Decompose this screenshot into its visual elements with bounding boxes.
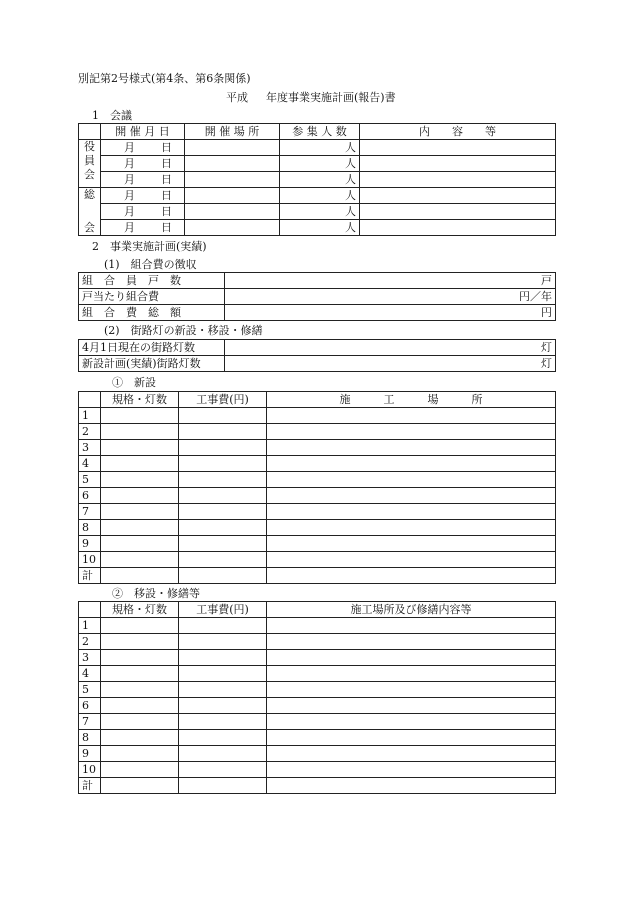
relocate-spec-cell[interactable] — [101, 650, 179, 666]
new-install-spec-cell[interactable] — [101, 408, 179, 424]
new-install-row-number: 7 — [79, 504, 101, 520]
relocate-cost-cell[interactable] — [179, 650, 267, 666]
relocate-repair-heading: ② 移設・修繕等 — [112, 587, 200, 600]
new-install-cost-cell[interactable] — [179, 472, 267, 488]
meeting-corner-cell — [79, 124, 101, 140]
new-install-spec-cell[interactable] — [101, 488, 179, 504]
relocate-row — [79, 698, 556, 714]
relocate-spec-cell[interactable] — [101, 698, 179, 714]
relocate-cost-header: 工事費(円) — [179, 602, 267, 618]
relocate-row-number: 3 — [79, 650, 101, 666]
relocate-location-cell[interactable] — [267, 762, 556, 778]
streetlight-heading: (2) 街路灯の新設・移設・修繕 — [104, 324, 263, 337]
new-install-row — [79, 408, 556, 424]
relocate-repair-table — [78, 601, 556, 794]
relocate-spec-cell[interactable] — [101, 618, 179, 634]
relocate-location-cell[interactable] — [267, 714, 556, 730]
meeting-attendance-cell[interactable]: 人 — [280, 172, 360, 188]
board-meeting-label: 役 員 会 — [79, 140, 101, 188]
relocate-location-cell[interactable] — [267, 634, 556, 650]
planned-streetlights-value[interactable]: 灯 — [225, 356, 556, 372]
new-install-spec-cell[interactable] — [101, 552, 179, 568]
relocate-row-number: 計 — [79, 778, 101, 794]
meeting-content-cell[interactable] — [360, 156, 556, 172]
new-install-spec-cell[interactable] — [101, 440, 179, 456]
form-reference: 別記第2号様式(第4条、第6条関係) — [78, 72, 251, 85]
relocate-cost-cell[interactable] — [179, 618, 267, 634]
new-install-location-cell[interactable] — [267, 552, 556, 568]
relocate-row-number: 2 — [79, 634, 101, 650]
new-install-row-number: 2 — [79, 424, 101, 440]
relocate-row-number: 9 — [79, 746, 101, 762]
meeting-content-cell[interactable] — [360, 140, 556, 156]
relocate-spec-cell[interactable] — [101, 762, 179, 778]
relocate-row-number: 5 — [79, 682, 101, 698]
fee-per-household-value[interactable]: 円／年 — [225, 289, 556, 305]
meeting-place-cell[interactable] — [185, 156, 280, 172]
new-install-cost-cell[interactable] — [179, 408, 267, 424]
new-install-spec-cell[interactable] — [101, 504, 179, 520]
new-install-location-cell[interactable] — [267, 408, 556, 424]
relocate-spec-cell[interactable] — [101, 714, 179, 730]
meeting-attendance-cell[interactable]: 人 — [280, 156, 360, 172]
meeting-date-cell[interactable]: 月 日 — [101, 204, 185, 220]
new-install-cost-cell[interactable] — [179, 456, 267, 472]
meeting-date-cell[interactable]: 月 日 — [101, 156, 185, 172]
total-fee-label: 組 合 費 総 額 — [79, 305, 225, 321]
new-install-row — [79, 552, 556, 568]
relocate-row — [79, 666, 556, 682]
relocate-cost-cell[interactable] — [179, 634, 267, 650]
new-install-row — [79, 520, 556, 536]
new-install-spec-cell[interactable] — [101, 424, 179, 440]
new-install-cost-cell[interactable] — [179, 424, 267, 440]
member-households-value[interactable]: 戸 — [225, 273, 556, 289]
relocate-row-number: 6 — [79, 698, 101, 714]
new-install-row — [79, 440, 556, 456]
new-install-row-number: 1 — [79, 408, 101, 424]
new-install-row-number: 4 — [79, 456, 101, 472]
meeting-content-cell[interactable] — [360, 204, 556, 220]
new-install-location-cell[interactable] — [267, 440, 556, 456]
new-install-spec-cell[interactable] — [101, 472, 179, 488]
new-install-cost-cell[interactable] — [179, 568, 267, 584]
relocate-location-cell[interactable] — [267, 730, 556, 746]
streetlight-count-table — [78, 339, 556, 372]
relocate-row-number: 8 — [79, 730, 101, 746]
new-install-heading: ① 新設 — [112, 376, 156, 389]
new-install-cost-cell[interactable] — [179, 504, 267, 520]
new-install-spec-cell[interactable] — [101, 520, 179, 536]
relocate-row — [79, 746, 556, 762]
new-install-row-number: 5 — [79, 472, 101, 488]
new-install-row — [79, 568, 556, 584]
relocate-location-cell[interactable] — [267, 650, 556, 666]
relocate-location-cell[interactable] — [267, 682, 556, 698]
meeting-attendance-cell[interactable]: 人 — [280, 220, 360, 236]
relocate-location-header: 施工場所及び修繕内容等 — [267, 602, 556, 618]
relocate-spec-cell[interactable] — [101, 778, 179, 794]
relocate-cost-cell[interactable] — [179, 746, 267, 762]
new-install-location-cell[interactable] — [267, 520, 556, 536]
new-install-cost-cell[interactable] — [179, 520, 267, 536]
meeting-date-cell[interactable]: 月 日 — [101, 220, 185, 236]
new-install-location-cell[interactable] — [267, 424, 556, 440]
current-streetlights-value[interactable]: 灯 — [225, 340, 556, 356]
new-install-cost-cell[interactable] — [179, 440, 267, 456]
new-cost-header: 工事費(円) — [179, 392, 267, 408]
col-place-header: 開 催 場 所 — [185, 124, 280, 140]
new-install-location-cell[interactable] — [267, 488, 556, 504]
current-streetlights-label: 4月1日現在の街路灯数 — [79, 340, 225, 356]
document-title: 年度事業実施計画(報告)書 — [266, 91, 396, 104]
meeting-attendance-cell[interactable]: 人 — [280, 188, 360, 204]
relocate-spec-cell[interactable] — [101, 746, 179, 762]
meeting-content-cell[interactable] — [360, 188, 556, 204]
new-install-location-cell[interactable] — [267, 504, 556, 520]
relocate-location-cell[interactable] — [267, 778, 556, 794]
relocate-row-number: 7 — [79, 714, 101, 730]
meeting-date-cell[interactable]: 月 日 — [101, 188, 185, 204]
fee-table — [78, 272, 556, 321]
relocate-corner — [79, 602, 101, 618]
relocate-cost-cell[interactable] — [179, 778, 267, 794]
new-install-spec-cell[interactable] — [101, 568, 179, 584]
relocate-spec-cell[interactable] — [101, 730, 179, 746]
new-install-corner — [79, 392, 101, 408]
new-install-spec-cell[interactable] — [101, 456, 179, 472]
new-install-row-number: 計 — [79, 568, 101, 584]
meeting-place-cell[interactable] — [185, 140, 280, 156]
relocate-spec-cell[interactable] — [101, 634, 179, 650]
relocate-row — [79, 730, 556, 746]
general-meeting-label: 総 会 — [79, 188, 101, 236]
planned-streetlights-label: 新設計画(実績)街路灯数 — [79, 356, 225, 372]
era-label: 平成 — [226, 91, 248, 104]
total-fee-value[interactable]: 円 — [225, 305, 556, 321]
meeting-date-cell[interactable]: 月 日 — [101, 140, 185, 156]
new-install-row — [79, 504, 556, 520]
relocate-spec-cell[interactable] — [101, 682, 179, 698]
col-content-header: 内 容 等 — [360, 124, 556, 140]
relocate-location-cell[interactable] — [267, 746, 556, 762]
new-install-row-number: 9 — [79, 536, 101, 552]
relocate-cost-cell[interactable] — [179, 698, 267, 714]
new-install-row — [79, 488, 556, 504]
new-install-row — [79, 456, 556, 472]
new-install-table — [78, 391, 556, 584]
new-install-row-number: 8 — [79, 520, 101, 536]
new-install-cost-cell[interactable] — [179, 536, 267, 552]
relocate-cost-cell[interactable] — [179, 762, 267, 778]
col-attendance-header: 参 集 人 数 — [280, 124, 360, 140]
relocate-row-number: 4 — [79, 666, 101, 682]
relocate-row — [79, 714, 556, 730]
new-install-location-cell[interactable] — [267, 472, 556, 488]
new-install-cost-cell[interactable] — [179, 488, 267, 504]
meeting-place-cell[interactable] — [185, 204, 280, 220]
relocate-spec-cell[interactable] — [101, 666, 179, 682]
relocate-row — [79, 618, 556, 634]
new-install-location-cell[interactable] — [267, 536, 556, 552]
fee-collection-heading: (1) 組合費の徴収 — [104, 258, 197, 271]
meeting-content-cell[interactable] — [360, 172, 556, 188]
relocate-row — [79, 650, 556, 666]
relocate-cost-cell[interactable] — [179, 682, 267, 698]
relocate-row — [79, 778, 556, 794]
relocate-cost-cell[interactable] — [179, 666, 267, 682]
member-households-label: 組 合 員 戸 数 — [79, 273, 225, 289]
meeting-content-cell[interactable] — [360, 220, 556, 236]
meeting-place-cell[interactable] — [185, 188, 280, 204]
new-install-location-cell[interactable] — [267, 568, 556, 584]
meeting-place-cell[interactable] — [185, 220, 280, 236]
new-install-cost-cell[interactable] — [179, 552, 267, 568]
col-date-header: 開 催 月 日 — [101, 124, 185, 140]
relocate-location-cell[interactable] — [267, 698, 556, 714]
new-install-row-number: 6 — [79, 488, 101, 504]
relocate-spec-header: 規格・灯数 — [101, 602, 179, 618]
relocate-cost-cell[interactable] — [179, 730, 267, 746]
relocate-row — [79, 634, 556, 650]
meeting-table — [78, 123, 556, 236]
new-install-row-number: 10 — [79, 552, 101, 568]
new-install-location-cell[interactable] — [267, 456, 556, 472]
new-install-row — [79, 424, 556, 440]
meeting-date-cell[interactable]: 月 日 — [101, 172, 185, 188]
meeting-attendance-cell[interactable]: 人 — [280, 204, 360, 220]
new-install-row — [79, 536, 556, 552]
relocate-row-number: 10 — [79, 762, 101, 778]
section1-heading: 1 会議 — [92, 109, 132, 122]
new-spec-header: 規格・灯数 — [101, 392, 179, 408]
new-location-header: 施 工 場 所 — [267, 392, 556, 408]
new-install-row — [79, 472, 556, 488]
new-install-spec-cell[interactable] — [101, 536, 179, 552]
fee-per-household-label: 戸当たり組合費 — [79, 289, 225, 305]
relocate-cost-cell[interactable] — [179, 714, 267, 730]
relocate-location-cell[interactable] — [267, 618, 556, 634]
meeting-attendance-cell[interactable]: 人 — [280, 140, 360, 156]
meeting-place-cell[interactable] — [185, 172, 280, 188]
relocate-row — [79, 762, 556, 778]
relocate-location-cell[interactable] — [267, 666, 556, 682]
new-install-row-number: 3 — [79, 440, 101, 456]
relocate-row — [79, 682, 556, 698]
section2-heading: 2 事業実施計画(実績) — [92, 240, 207, 253]
relocate-row-number: 1 — [79, 618, 101, 634]
